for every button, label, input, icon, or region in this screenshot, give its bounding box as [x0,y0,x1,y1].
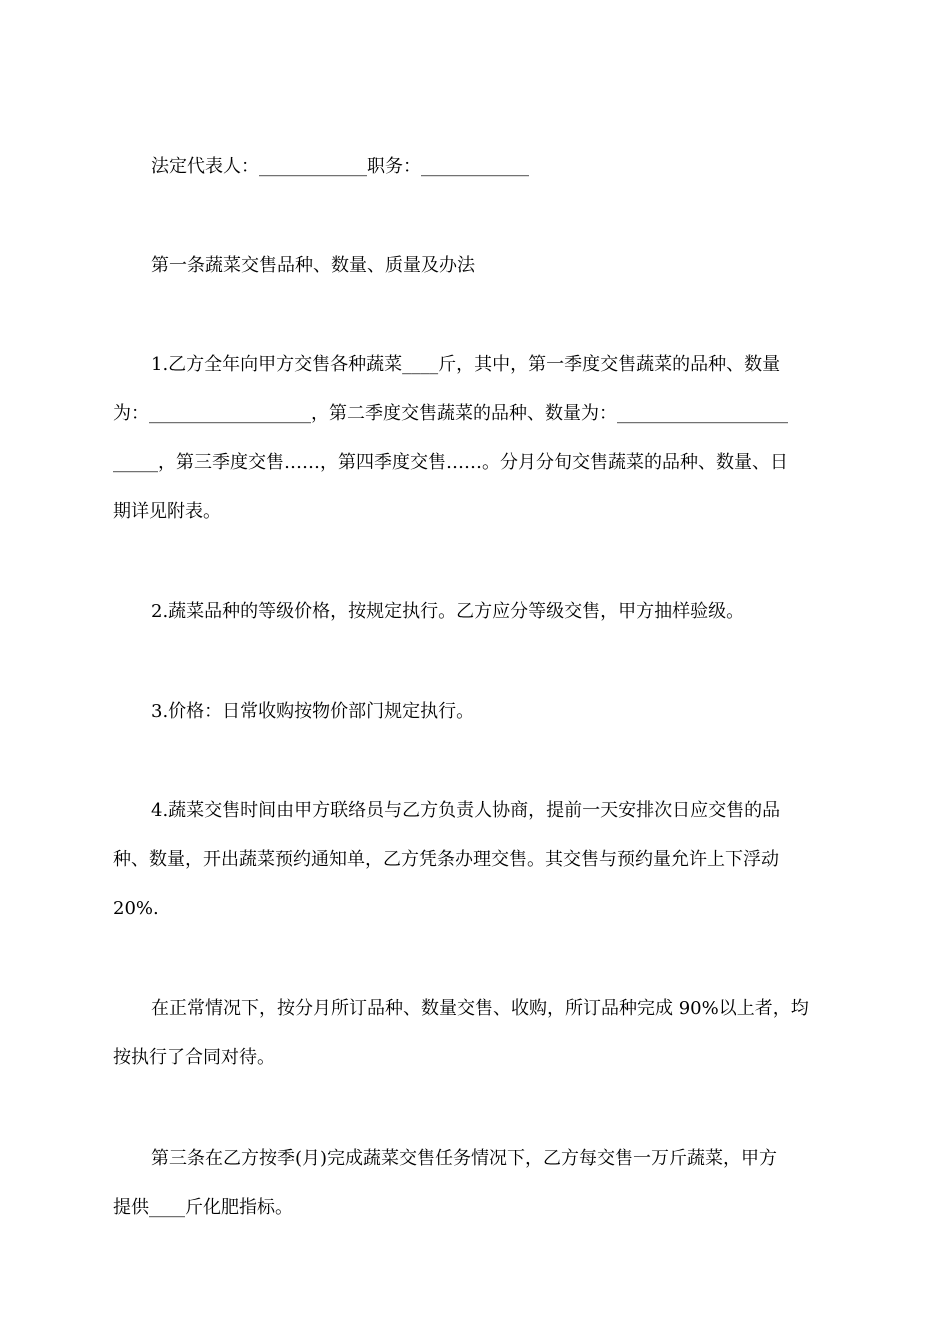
normal-case-line-1: 在正常情况下，按分月所订品种、数量交售、收购，所订品种完成 90%以上者，均 [151,998,809,1019]
clause-1-line-4: 期详见附表。 [113,501,221,522]
clause-1-line-1: 1.乙方全年向甲方交售各种蔬菜____斤，其中，第一季度交售蔬菜的品种、数量 [151,354,781,375]
clause-2: 2.蔬菜品种的等级价格，按规定执行。乙方应分等级交售，甲方抽样验级。 [151,601,745,622]
clause-4-line-3: 20%. [113,898,159,919]
clause-3: 3.价格：日常收购按物价部门规定执行。 [151,701,475,722]
clause-4-line-2: 种、数量，开出蔬菜预约通知单，乙方凭条办理交售。其交售与预约量允许上下浮动 [113,849,779,870]
representative-line: 法定代表人：____________职务：____________ [151,156,529,177]
clause-4-line-1: 4.蔬菜交售时间由甲方联络员与乙方负责人协商，提前一天安排次日应交售的品 [151,800,781,821]
clause-1-line-3: _____，第三季度交售……，第四季度交售……。分月分旬交售蔬菜的品种、数量、日 [113,452,788,473]
normal-case-line-2: 按执行了合同对待。 [113,1047,275,1068]
article-1-title: 第一条蔬菜交售品种、数量、质量及办法 [151,255,475,276]
article-3-line-1: 第三条在乙方按季(月)完成蔬菜交售任务情况下，乙方每交售一万斤蔬菜，甲方 [151,1148,778,1169]
article-3-line-2: 提供____斤化肥指标。 [113,1197,293,1218]
clause-1-line-2: 为：__________________，第二季度交售蔬菜的品种、数量为：___________________ [113,403,788,424]
